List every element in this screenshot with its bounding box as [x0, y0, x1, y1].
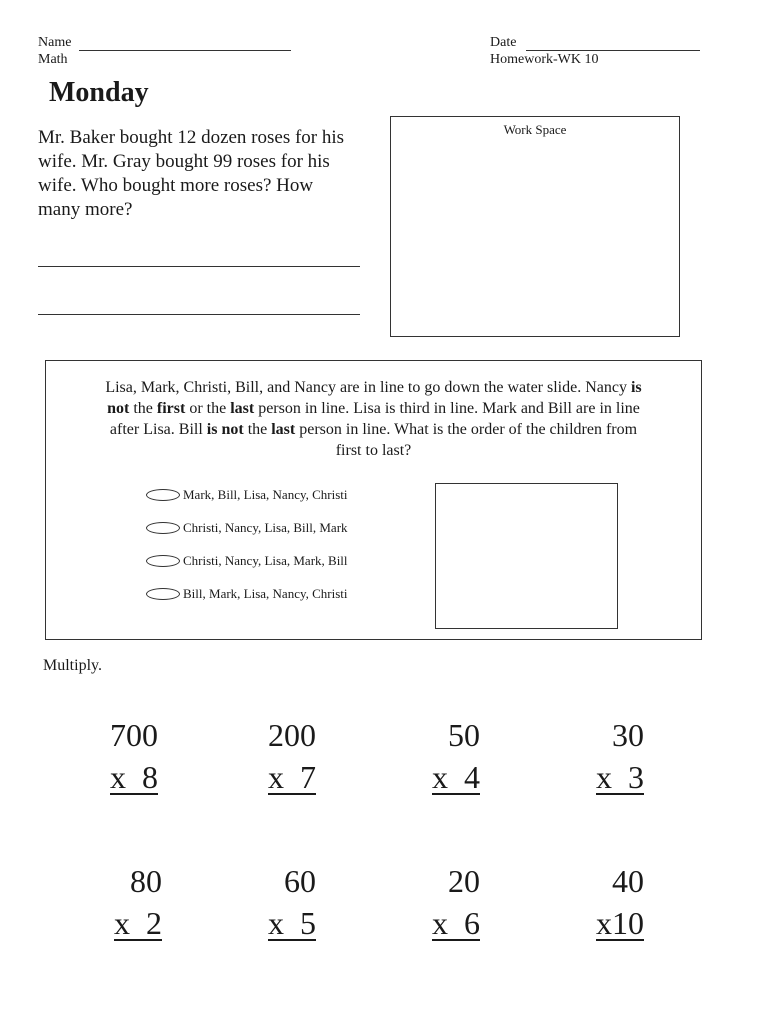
name-field[interactable]: [38, 34, 291, 51]
problem-top: 50: [448, 717, 480, 753]
problem-top: 30: [612, 717, 644, 753]
problem-bottom: x 7: [268, 759, 316, 795]
answer-line-2[interactable]: [38, 314, 360, 315]
answer-option[interactable]: [146, 485, 348, 505]
word-problem-line: many more?: [38, 199, 133, 220]
multiplication-problem: [574, 714, 644, 798]
assignment-label: Homework-WK 10: [490, 52, 599, 67]
text-run: person in line. Lisa is third in line. Mark and Bill are in line: [254, 400, 640, 417]
option-label: Christi, Nancy, Lisa, Mark, Bill: [183, 553, 348, 568]
day-title: Monday: [49, 77, 149, 108]
answer-option[interactable]: [146, 584, 348, 604]
logic-line: [56, 398, 691, 419]
work-space-box[interactable]: [390, 116, 680, 337]
problem-bottom: x 2: [114, 905, 162, 941]
problem-bottom: x 6: [432, 905, 480, 941]
answer-bubble[interactable]: [146, 489, 180, 501]
logic-line: first to last?: [335, 442, 412, 459]
multiply-instruction: Multiply.: [43, 657, 102, 674]
bold-run: is: [630, 379, 642, 396]
option-label: Mark, Bill, Lisa, Nancy, Christi: [183, 487, 348, 502]
answer-bubble[interactable]: [146, 522, 180, 534]
option-label: Bill, Mark, Lisa, Nancy, Christi: [183, 586, 348, 601]
problem-top: 40: [612, 863, 644, 899]
problem-bottom: x 4: [432, 759, 480, 795]
answer-bubble[interactable]: [146, 588, 180, 600]
problem-top: 200: [268, 717, 316, 753]
problem-bottom: x 3: [596, 759, 644, 795]
problem-bottom: x 5: [268, 905, 316, 941]
answer-line-1[interactable]: [38, 266, 360, 267]
answer-bubble[interactable]: [146, 555, 180, 567]
text-run: Lisa, Mark, Christi, Bill, and Nancy are in line to go down the water slide. Nancy: [105, 379, 631, 396]
word-problem: [38, 126, 378, 222]
logic-problem-box: [45, 360, 702, 640]
date-field[interactable]: [490, 34, 700, 51]
answer-options: [146, 485, 348, 604]
logic-line: [56, 419, 691, 440]
bold-run: last: [230, 400, 255, 417]
name-label: Name: [38, 35, 72, 50]
answer-option[interactable]: [146, 551, 348, 571]
multiplication-problem: [88, 714, 158, 798]
bold-run: last: [271, 421, 296, 438]
logic-work-box[interactable]: [435, 483, 618, 629]
multiplication-problem: [574, 860, 644, 944]
text-run: person in line. What is the order of the children from: [295, 421, 638, 438]
multiplication-problem: [92, 860, 162, 944]
name-blank[interactable]: [79, 50, 291, 51]
option-label: Christi, Nancy, Lisa, Bill, Mark: [183, 520, 348, 535]
work-space-label: Work Space: [503, 122, 567, 137]
multiplication-problem: [410, 860, 480, 944]
answer-option[interactable]: [146, 518, 348, 538]
bold-run: not: [107, 400, 130, 417]
text-run: the: [243, 421, 272, 438]
problem-top: 700: [110, 717, 158, 753]
multiplication-problem: [410, 714, 480, 798]
word-problem-line: Mr. Baker bought 12 dozen roses for his: [38, 127, 345, 148]
text-run: the: [129, 400, 157, 417]
bold-run: first: [156, 400, 186, 417]
text-run: after Lisa. Bill: [109, 421, 207, 438]
logic-problem-text: [56, 377, 691, 461]
logic-line: [56, 377, 691, 398]
problem-top: 60: [284, 863, 316, 899]
multiplication-problem: [246, 714, 316, 798]
problem-bottom: x10: [596, 905, 644, 941]
multiplication-problem: [246, 860, 316, 944]
subject-label: Math: [38, 52, 68, 67]
problem-top: 80: [130, 863, 162, 899]
word-problem-line: wife. Mr. Gray bought 99 roses for his: [38, 151, 330, 172]
text-run: or the: [185, 400, 231, 417]
word-problem-line: wife. Who bought more roses? How: [38, 175, 314, 196]
problem-bottom: x 8: [110, 759, 158, 795]
bold-run: is not: [206, 421, 244, 438]
date-label: Date: [490, 35, 517, 50]
problem-top: 20: [448, 863, 480, 899]
